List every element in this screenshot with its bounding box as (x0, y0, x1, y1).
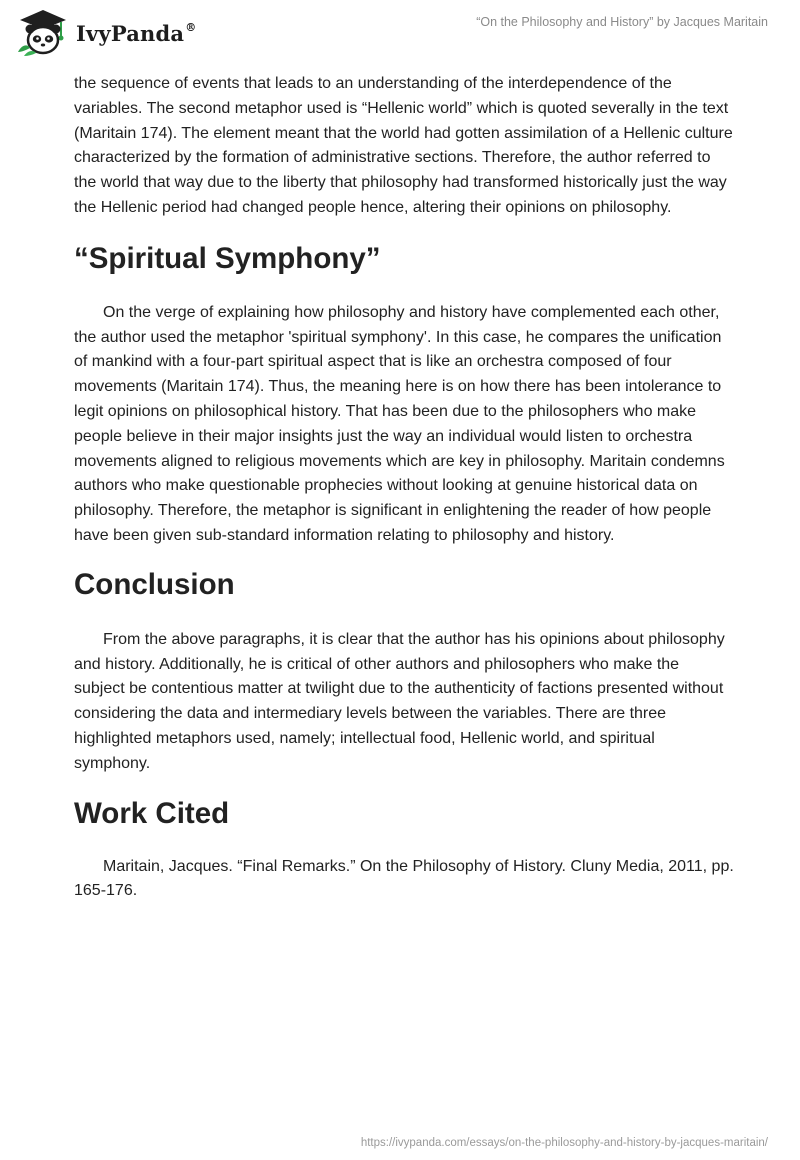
registered-mark: ® (185, 20, 197, 34)
essay-content (74, 72, 734, 904)
ivypanda-logo[interactable] (14, 8, 196, 58)
source-url[interactable]: https://ivypanda.com/essays/on-the-philosophy-and-history-by-jacques-maritain/ (360, 1137, 768, 1149)
section-heading-spiritual-symphony: “Spiritual Symphony” (74, 241, 381, 275)
brand-name: IvyPanda® (76, 20, 197, 46)
section-paragraph-spiritual-symphony: On the verge of explaining how philosophy and history have complemented each other, the author used the metaphor 'spiritual symphony'. In this case, he compares the unification of mankind with a four-part spiritual aspect that is like an orchestra composed of four movements (Maritain 174). Thus, the meaning here is on how there has been intolerance to legit opinions on philosophical history. That has been due to the philosophers who make people believe in their major insights just the way an individual would listen to orchestra movements aligned to religious movements which are key in philosophy. Maritain condemns authors who make questionable prophecies without looking at genuine historical data on philosophy. Therefore, the metaphor is significant in enlightening the reader of how people have been given sub-standard information relating to philosophy and history. (74, 303, 725, 544)
section-heading-conclusion: Conclusion (74, 567, 235, 601)
intro-paragraph: the sequence of events that leads to an understanding of the interdependence of the variables. The second metaphor used is “Hellenic world” which is quoted severally in the text (Maritain 174). The element meant that the world had gotten assimilation of a Hellenic culture characterized by the formation of administrative sections. Therefore, the author referred to the world that way due to the liberty that philosophy had transformed historically just the way the Hellenic period had changed people hence, altering their opinions on philosophy. (74, 75, 733, 216)
page-header (0, 0, 800, 70)
section-paragraph-conclusion: From the above paragraphs, it is clear that the author has his opinions about philosophy and history. Additionally, he is critical of other authors and philosophers who make the subject be contentious matter at twilight due to the authenticity of factions presented without considering the data and intermediary levels between the variables. There are three highlighted metaphors used, namely; intellectual food, Hellenic world, and spiritual symphony. (74, 630, 725, 772)
citation-entry: Maritain, Jacques. “Final Remarks.” On the Philosophy of History. Cluny Media, 2011, pp. 165-176. (74, 857, 734, 900)
section-heading-work-cited: Work Cited (74, 796, 230, 830)
panda-graduate-icon (14, 8, 72, 58)
document-title: “On the Philosophy and History” by Jacques Maritain (476, 15, 768, 29)
